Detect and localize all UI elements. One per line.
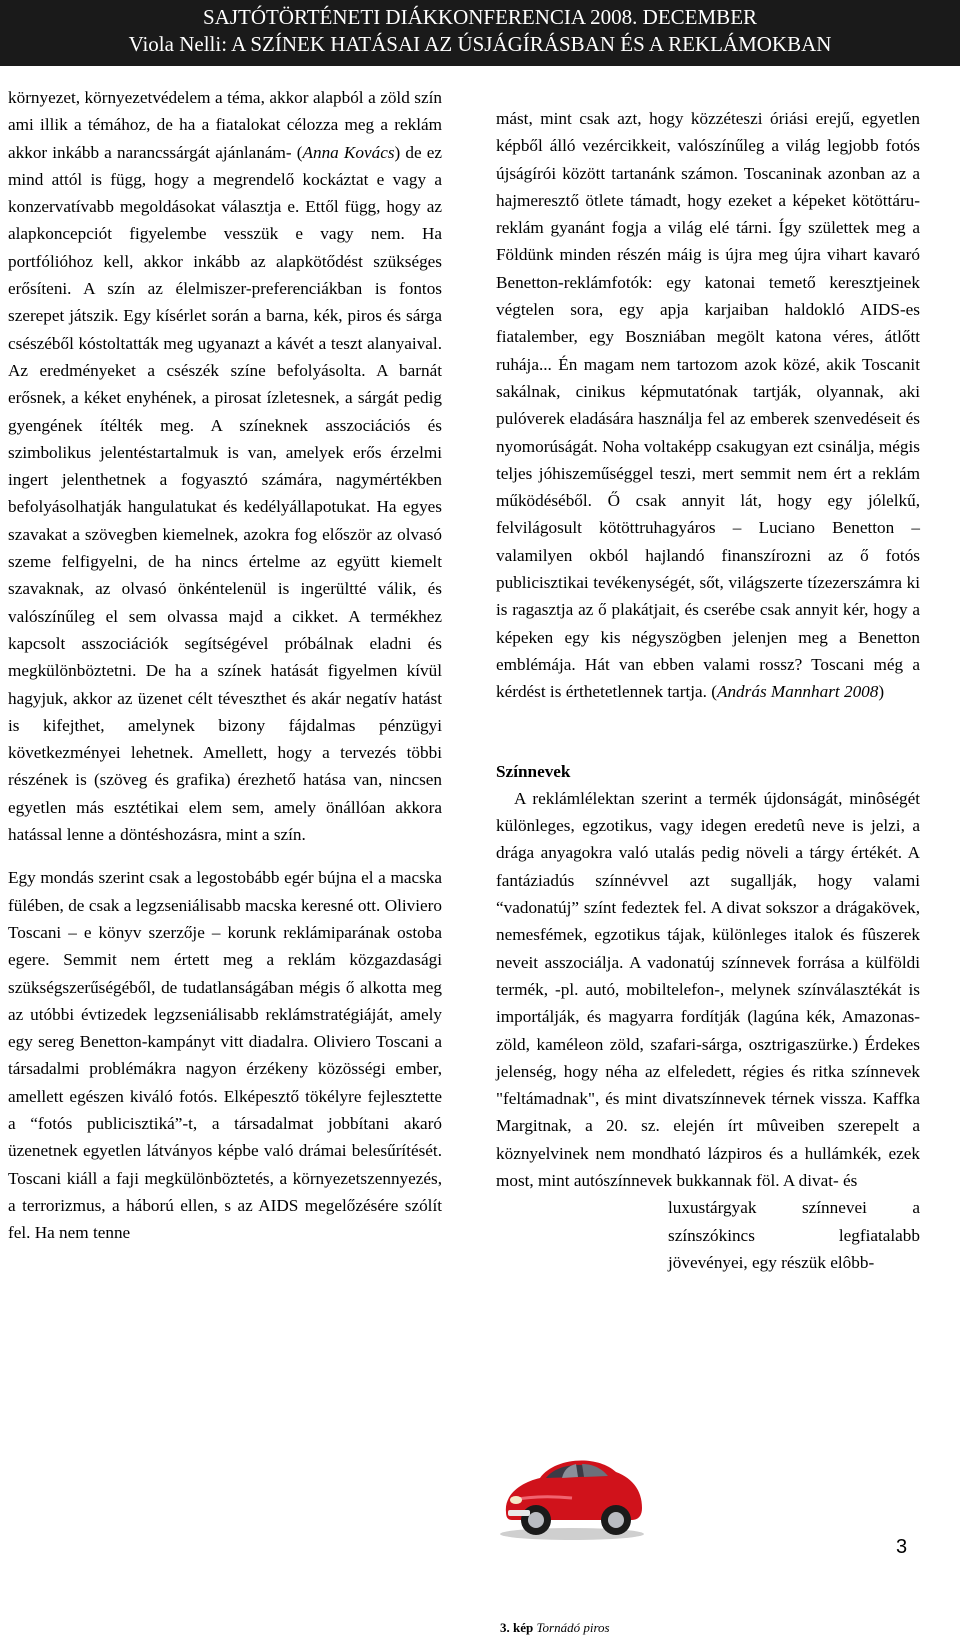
left-paragraph-2: Egy mondás szerint csak a legostobább egér bújna el a macska fülében, de csak a legzseniálisabb macska keresné ott. Oliviero Toscani – e könyv szerzője – korunk reklámiparának ostoba egere. Semmit nem értett meg a reklám közgazdasági szükségszerűségéből, de tudatlanságában mégis ő alkotta meg az utóbbi évtizedek legzseniálisabb reklámstratégiáját, amely egy sereg Benetton-kampányt vitt diadalra. Oliviero Toscani a társadalmi problémákra nagyon érzékeny közösségi ember, amellett egészen kiváló fotós. Elképesztő tökélyre fejlesztette a “fotós publicisztiká”-t, a társadalmat jobbítani akaró üzenetnek egyetlen látványos képbe való drámai belesűrítését. Toscani kiáll a faji megkülönböztetés, a környezetszennyezés, a terrorizmus, a háború ellen, s az AIDS megelőzésére szólít fel. Ha nem tenne (8, 868, 442, 1243)
left-p1-citation: Anna Kovács (302, 142, 395, 162)
right-p1-citation: András Mannhart 2008 (716, 682, 879, 702)
section-gap (496, 706, 920, 758)
right-paragraph-1 (496, 105, 920, 706)
figure-space (496, 1194, 668, 1276)
page-number: 3 (896, 1536, 908, 1558)
header-article-title: Viola Nelli: A SZÍNEK HATÁSAI AZ ÚSJÁGÍRÁSBAN ÉS A REKLÁMOKBAN (128, 32, 832, 56)
page-header (0, 0, 960, 66)
red-car-image (492, 1442, 652, 1542)
right-paragraph-2: A reklámlélektan szerint a termék újdonságát, minôségét különleges, egzotikus, vagy idegen eredetû neve is jelzi, a drága anyagokra való utalás pedig növeli a tárgy értékét. A fantáziadús színnévvel azt sugallják, hogy valami “vadonatúj” színt fedeztek fel. A divat sokszor a drágakövek, nemesfémek, egzotikus tájak, különleges italok és fûszerek neveit asszociálja. A vadonatúj színnevek forrása a külföldi termék, -pl. autó, mobiltelefon-, melynek színválasztékát is importálják, és magyarra fordítják (lagúna kék, Amazonas-zöld, kaméleon zöld, szafari-sárga, osztrigaszürke.) Érdekes jelenség, hogy néha az elfeledett, régies és ritka színnevek "feltámadnak", és mint divatszínnevek térnek vissza. Kaffka Margitnak, a 20. sz. elején írt mûveiben szerepelt a köznyelvinek nem mondható lázpiros és a hullámkék, ezek most, mint autószínnevek bukkannak föl. A divat- és (496, 788, 920, 1190)
text-beside-figure (496, 1194, 920, 1276)
caption-label: 3. kép (500, 1620, 534, 1635)
left-paragraph-1 (8, 84, 442, 848)
left-p1-text-a: környezet, környezetvédelem a téma, akkor alapból a zöld szín ami illik a témához, de ha a fiatalokat célozza meg a reklám akkor inkább a narancssárgát ajánlanám- ( (8, 88, 442, 162)
section-heading-szinnevek: Színnevek (496, 761, 571, 781)
left-column (8, 84, 442, 1246)
right-p1-text-b: ) (878, 682, 885, 702)
right-paragraph-2-continued: luxustárgyak színnevei a színszókincs legfiatalabb jövevényei, egy részük elôbb- (668, 1198, 920, 1272)
left-p1-text-b: ) de ez mind attól is függ, hogy a megrendelő kockáztat e vagy a konzervatívabb megoldásokat választja e. Ettől függ, hogy az alapkoncepciót figyelembe vesszük e vagy nem. Ha portfólióhoz kell, akkor inkább az alapkötődést szükséges erősíteni. A szín az élelmiszer-preferenciákban is fontos szerepet játszik. Egy kísérlet során a barna, kék, piros és sárga csészéből kóstoltatták meg ugyanazt a kávét a teszt alanyaival. Az eredményeket a csészék színe befolyásolta. A barnát erősnek, a kéket enyhének, a pirosat ízletesnek, a sárgát pedig gyengének ítélték meg. A színeknek asszociációs és szimbolikus jelentéstartalmuk is van, amelyek erős érzelmi ingert jelenthetnek a fogyasztó számára, nagymértékben befolyásolhatják hangulatukat és kedélyállapotukat. Ha egyes szavakat a szövegben kiemelnek, azokra fog először az olvasó szeme felfigyelni, de ha nincs értelme az együtt kiemelt szavaknak, az olvasó önkéntelenül is ingerültté válik, és valószínűleg el sem olvassa majd a cikket. A termékhez kapcsolt asszociációk segítségével próbálnak eladni és megkülönböztetni. De ha a színek hatását figyelmen kívül hagyjuk, akkor az üzenet célt téveszthet és akár negatív hatást is kifejthet, amelynek bizony fájdalmas pénzügyi következményei lehetnek. Amellett, hogy a tervezés többi részének is (szöveg és grafika) érezhető hatása van, nincsen egyetlen más esztétikai elem sem, amely önállóan akkora hatással lenne a döntéshozásra, mint a szín. (8, 142, 442, 845)
figure-caption (500, 1620, 610, 1636)
right-p1-text-a: mást, mint csak azt, hogy közzéteszi óriási erejű, egyetlen képből álló vezércikkeit, valószínűleg a világ legjobb fotós újságírói között tartanánk számon. Toscaninak azonban az a hajmeresztő ötlete támadt, hogy ezeket a képeket kötöttáru-reklám gyanánt fogja a világ elé tárni. Így születtek meg a Földünk minden részén máig is újra meg újra vihart kavaró Benetton-reklámfotók: egy katonai temető keresztjeinek végtelen sora, egy apja karjaiban haldokló AIDS-es fiatalember, egy Boszniában megölt katona véres, átlőtt ruhája... Én magam nem tartozom azok közé, akik Toscanit sakálnak, cinikus képmutatónak tartják, olyannak, aki pulóverek eladására használja fel az emberek szenvedéseit és nyomorúságát. Noha voltaképp csakugyan ezt csinálja, mégis teljes jóhiszeműséggel teszi, mert semmit nem ért a reklám működéséből. Ő csak annyit lát, hogy egy jólelkű, felvilágosult kötöttruhagyáros – Luciano Benetton – valamilyen okból hajlandó finanszírozni az ő fotós publicisztikai tevékenységét, sőt, világszerte tízezerszámra ki is ragasztja az ő plakátjait, és cserébe csak annyit kér, hogy a képeken egy kis négyszögben jelenjen meg a Benetton emblémája. Hát van ebben valami rossz? Toscani még a kérdést is érthetetlennek tartja. ( (496, 109, 920, 702)
caption-text: Tornádó piros (536, 1620, 610, 1635)
header-conference-title: SAJTÓTÖRTÉNETI DIÁKKONFERENCIA 2008. DECEMBER (202, 5, 758, 29)
right-column (496, 105, 920, 1276)
